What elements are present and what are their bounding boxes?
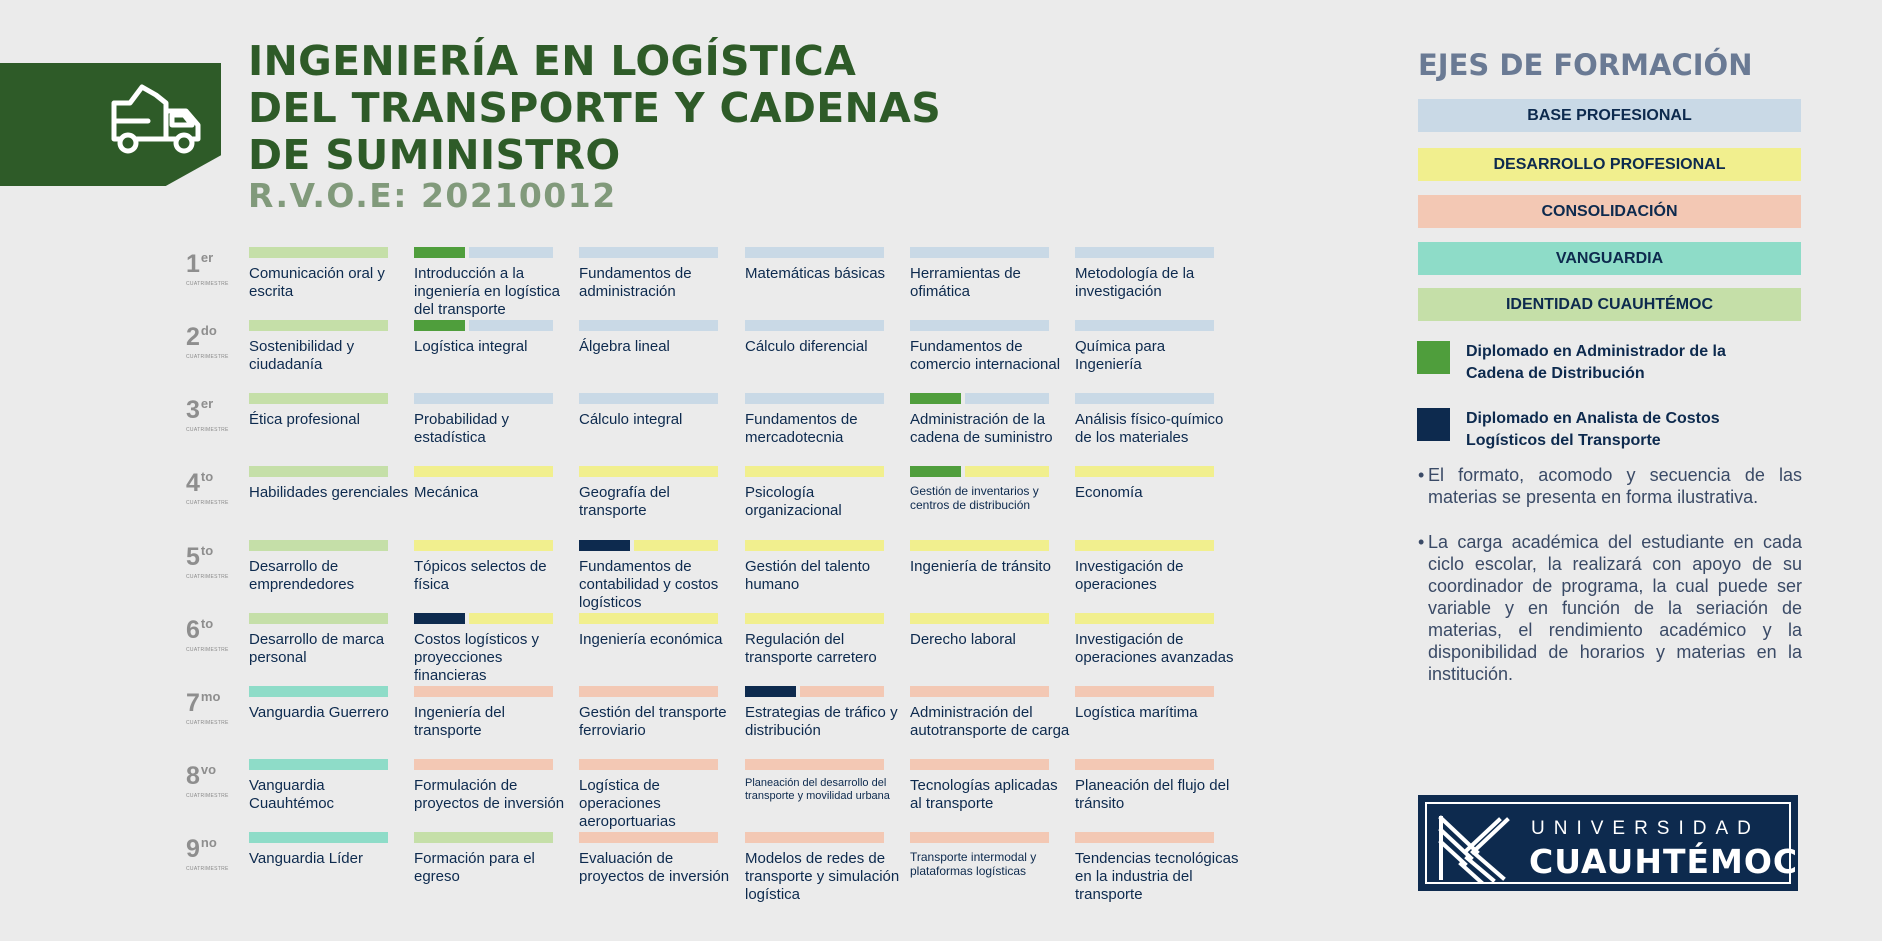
course-name: Ética profesional: [249, 411, 360, 428]
cycle-ordinal-suffix: mo: [200, 689, 221, 704]
course-axis-bar: [579, 613, 718, 624]
course-axis-segment: [800, 686, 884, 697]
course-axis-segment: [910, 540, 1049, 551]
course-axis-bar: [579, 686, 718, 697]
course-axis-segment: [910, 320, 1049, 331]
course-name: Logística marítima: [1075, 704, 1198, 721]
course-axis-segment: [745, 613, 884, 624]
legend-axis-base: BASE PROFESIONAL: [1418, 99, 1801, 132]
rvoe-code: R.V.O.E: 20210012: [248, 176, 617, 215]
course-name: Administración del autotransporte de carga: [910, 704, 1070, 739]
course-axis-segment: [910, 613, 1049, 624]
course-item: [414, 759, 574, 813]
course-axis-segment: [579, 832, 718, 843]
course-axis-bar: [1075, 466, 1214, 477]
course-item: [579, 686, 739, 740]
course-axis-bar: [414, 320, 553, 331]
course-axis-bar: [910, 393, 1049, 404]
course-item: [1075, 466, 1235, 502]
note-academic-load: [1418, 531, 1802, 685]
course-name: Desarrollo de emprendedores: [249, 558, 355, 593]
cycle-label: [186, 464, 236, 506]
course-name: Administración de la cadena de suministro: [910, 411, 1053, 446]
course-item: [414, 686, 574, 740]
course-axis-bar: [579, 540, 718, 551]
cycle-ordinal-suffix: no: [200, 835, 217, 850]
course-axis-segment: [414, 540, 553, 551]
course-axis-bar: [414, 393, 553, 404]
course-axis-segment: [414, 466, 553, 477]
course-item: [745, 759, 905, 803]
course-item: [1075, 247, 1235, 301]
course-axis-bar: [910, 540, 1049, 551]
course-item: [249, 247, 409, 301]
course-axis-segment: [579, 686, 718, 697]
course-name: Análisis físico-químico de los materiales: [1075, 411, 1224, 446]
course-item: [910, 686, 1070, 740]
course-axis-bar: [579, 759, 718, 770]
course-axis-bar: [1075, 759, 1214, 770]
legend-diploma-admin: [1417, 341, 1766, 385]
course-name: Metodología de la investigación: [1075, 265, 1195, 300]
course-name: Estrategias de tráfico y distribución: [745, 704, 898, 739]
cycle-ordinal-suffix: to: [200, 616, 214, 631]
course-diploma-marker: [910, 393, 961, 404]
cycle-number: [186, 318, 236, 350]
course-name: Evaluación de proyectos de inversión: [579, 850, 730, 885]
course-axis-bar: [745, 686, 884, 697]
course-item: [910, 613, 1070, 649]
course-axis-segment: [1075, 613, 1214, 624]
course-name: Introducción a la ingeniería en logística del transporte: [414, 265, 560, 318]
course-name: Logística integral: [414, 338, 528, 355]
note-text: La carga académica del estudiante en cada ciclo escolar, la realizará con apoyo de su coordinador de programa, la cual puede ser variable y en función de la seriación de materias, el rendimiento académico y la disponibilidad de horarios y materias en la institución.: [1428, 532, 1802, 684]
course-axis-bar: [414, 613, 553, 624]
cycle-unit: CUATRIMESTRE: [186, 500, 229, 506]
course-name: Habilidades gerenciales: [249, 484, 409, 501]
course-axis-bar: [910, 466, 1049, 477]
cycle-number: [186, 245, 236, 277]
logo-frame: [1425, 802, 1799, 884]
course-item: [414, 613, 574, 685]
course-item: [910, 466, 1070, 512]
legend-axis-consolidacion: CONSOLIDACIÓN: [1418, 195, 1801, 228]
course-name: Planeación del flujo del tránsito: [1075, 777, 1230, 812]
course-axis-segment: [469, 613, 553, 624]
cycle-number-value: 8: [186, 762, 200, 790]
course-item: [579, 393, 739, 429]
legend-axis-vanguardia: VANGUARDIA: [1418, 242, 1801, 275]
note-text: El formato, acomodo y secuencia de las materias se presenta en forma ilustrativa.: [1428, 465, 1802, 507]
course-item: [414, 247, 574, 319]
cycle-number-value: 5: [186, 543, 200, 571]
diploma-admin-label: Diplomado en Administrador de la Cadena de Distribución: [1466, 343, 1726, 382]
course-axis-segment: [579, 759, 718, 770]
cycle-unit: CUATRIMESTRE: [186, 354, 229, 360]
course-name: Gestión de inventarios y centros de distribución: [910, 484, 1039, 512]
course-name: Investigación de operaciones: [1075, 558, 1184, 593]
course-item: [1075, 540, 1235, 594]
course-axis-bar: [1075, 540, 1214, 551]
course-name: Fundamentos de contabilidad y costos logísticos: [579, 558, 719, 611]
delivery-truck-icon: [108, 81, 204, 159]
course-axis-segment: [910, 832, 1049, 843]
course-name: Ingeniería de tránsito: [910, 558, 1051, 575]
course-item: [745, 686, 905, 740]
course-diploma-marker: [910, 466, 961, 477]
course-axis-segment: [249, 613, 388, 624]
bullet-icon: •: [1418, 465, 1425, 485]
course-axis-segment: [745, 320, 884, 331]
course-diploma-marker: [414, 247, 465, 258]
cycle-ordinal-suffix: er: [200, 250, 214, 265]
course-name: Formulación de proyectos de inversión: [414, 777, 565, 812]
course-axis-bar: [414, 759, 553, 770]
course-axis-segment: [745, 759, 884, 770]
course-name: Modelos de redes de transporte y simulación logística: [745, 850, 900, 903]
course-axis-bar: [1075, 613, 1214, 624]
course-axis-bar: [745, 320, 884, 331]
course-item: [1075, 759, 1235, 813]
course-axis-bar: [414, 247, 553, 258]
cycle-label: [186, 318, 236, 360]
course-axis-bar: [745, 613, 884, 624]
course-axis-segment: [249, 540, 388, 551]
course-item: [910, 759, 1070, 813]
cycle-label: [186, 538, 236, 580]
legend-axis-desarrollo: DESARROLLO PROFESIONAL: [1418, 148, 1801, 181]
cycle-label: [186, 245, 236, 287]
course-axis-bar: [745, 393, 884, 404]
bullet-icon: •: [1418, 532, 1425, 552]
course-name: Cálculo integral: [579, 411, 683, 428]
course-axis-bar: [910, 686, 1049, 697]
course-item: [1075, 320, 1235, 374]
course-axis-segment: [249, 759, 388, 770]
cycle-number-value: 4: [186, 469, 200, 497]
course-item: [745, 247, 905, 283]
course-name: Vanguardia Líder: [249, 850, 363, 867]
program-title: [248, 38, 941, 179]
course-item: [745, 393, 905, 447]
course-axis-bar: [745, 466, 884, 477]
cycle-label: [186, 391, 236, 433]
course-item: [910, 540, 1070, 576]
course-axis-segment: [579, 320, 718, 331]
course-axis-bar: [579, 832, 718, 843]
course-item: [249, 759, 409, 813]
course-name: Ingeniería económica: [579, 631, 723, 648]
university-emblem-icon: [1437, 812, 1512, 884]
course-name: Cálculo diferencial: [745, 338, 868, 355]
course-axis-segment: [249, 393, 388, 404]
course-axis-segment: [249, 320, 388, 331]
course-name: Gestión del transporte ferroviario: [579, 704, 727, 739]
course-axis-bar: [745, 832, 884, 843]
cycle-label: [186, 611, 236, 653]
course-name: Sostenibilidad y ciudadanía: [249, 338, 355, 373]
course-item: [745, 320, 905, 356]
logo-word-cuauhtemoc: CUAUHTÉMOC: [1529, 842, 1799, 881]
course-axis-segment: [1075, 320, 1214, 331]
course-axis-bar: [1075, 320, 1214, 331]
note-format: [1418, 464, 1802, 508]
cycle-label: [186, 757, 236, 799]
course-name: Comunicación oral y escrita: [249, 265, 385, 300]
cycle-number-value: 9: [186, 835, 200, 863]
course-axis-segment: [1075, 247, 1214, 258]
course-name: Logística de operaciones aeroportuarias: [579, 777, 676, 830]
course-axis-bar: [414, 540, 553, 551]
course-axis-segment: [469, 247, 553, 258]
cycle-number: [186, 757, 236, 789]
course-axis-segment: [249, 832, 388, 843]
course-axis-segment: [745, 466, 884, 477]
course-axis-segment: [1075, 686, 1214, 697]
course-item: [745, 540, 905, 594]
course-axis-segment: [1075, 466, 1214, 477]
course-item: [579, 832, 739, 886]
diploma-admin-swatch: [1417, 341, 1450, 374]
course-item: [1075, 393, 1235, 447]
cycle-ordinal-suffix: do: [200, 323, 217, 338]
cycle-number: [186, 684, 236, 716]
course-name: Ingeniería del transporte: [414, 704, 505, 739]
course-item: [414, 466, 574, 502]
course-axis-segment: [910, 247, 1049, 258]
course-axis-bar: [910, 759, 1049, 770]
course-name: Matemáticas básicas: [745, 265, 886, 282]
course-item: [414, 540, 574, 594]
course-axis-bar: [579, 320, 718, 331]
course-name: Formación para el egreso: [414, 850, 535, 885]
course-name: Fundamentos de administración: [579, 265, 692, 300]
course-axis-bar: [249, 466, 388, 477]
course-axis-segment: [745, 393, 884, 404]
course-axis-segment: [414, 686, 553, 697]
course-item: [579, 247, 739, 301]
course-item: [579, 613, 739, 649]
course-axis-bar: [249, 613, 388, 624]
course-item: [249, 393, 409, 429]
course-name: Tópicos selectos de física: [414, 558, 547, 593]
program-title-line: DEL TRANSPORTE Y CADENAS: [248, 84, 942, 132]
course-axis-segment: [249, 466, 388, 477]
legend-axis-identidad: IDENTIDAD CUAUHTÉMOC: [1418, 288, 1801, 321]
course-axis-bar: [910, 832, 1049, 843]
course-axis-bar: [249, 832, 388, 843]
course-name: Química para Ingeniería: [1075, 338, 1166, 373]
course-axis-bar: [745, 540, 884, 551]
course-item: [910, 320, 1070, 374]
course-axis-segment: [745, 247, 884, 258]
course-axis-bar: [1075, 832, 1214, 843]
course-axis-bar: [910, 613, 1049, 624]
logo-word-universidad: UNIVERSIDAD: [1531, 818, 1760, 839]
course-item: [910, 832, 1070, 878]
course-axis-bar: [1075, 247, 1214, 258]
course-axis-segment: [1075, 393, 1214, 404]
course-name: Psicología organizacional: [745, 484, 842, 519]
course-diploma-marker: [745, 686, 796, 697]
course-axis-segment: [1075, 540, 1214, 551]
course-name: Investigación de operaciones avanzadas: [1075, 631, 1234, 666]
course-name: Geografía del transporte: [579, 484, 670, 519]
course-name: Tecnologías aplicadas al transporte: [910, 777, 1058, 812]
cycle-unit: CUATRIMESTRE: [186, 793, 229, 799]
cycle-number-value: 6: [186, 616, 200, 644]
cycle-unit: CUATRIMESTRE: [186, 647, 229, 653]
course-item: [1075, 686, 1235, 722]
course-name: Álgebra lineal: [579, 338, 670, 355]
course-item: [579, 320, 739, 356]
course-axis-bar: [414, 686, 553, 697]
course-item: [579, 759, 739, 831]
cycle-number-value: 1: [186, 250, 200, 278]
course-item: [745, 613, 905, 667]
course-name: Herramientas de ofimática: [910, 265, 1021, 300]
course-axis-bar: [579, 466, 718, 477]
course-name: Vanguardia Cuauhtémoc: [249, 777, 335, 812]
course-axis-bar: [745, 759, 884, 770]
course-item: [1075, 613, 1235, 667]
diploma-costos-swatch: [1417, 408, 1450, 441]
cycle-unit: CUATRIMESTRE: [186, 866, 229, 872]
course-axis-bar: [1075, 393, 1214, 404]
cycle-label: [186, 684, 236, 726]
program-title-line: DE SUMINISTRO: [248, 131, 621, 179]
course-axis-segment: [745, 540, 884, 551]
cycle-number: [186, 830, 236, 862]
course-item: [249, 540, 409, 594]
course-name: Mecánica: [414, 484, 479, 501]
course-axis-segment: [745, 832, 884, 843]
course-axis-bar: [1075, 686, 1214, 697]
course-item: [249, 686, 409, 722]
course-axis-bar: [249, 393, 388, 404]
course-axis-bar: [249, 540, 388, 551]
course-axis-segment: [469, 320, 553, 331]
course-item: [745, 832, 905, 904]
course-name: Economía: [1075, 484, 1143, 501]
course-name: Transporte intermodal y plataformas logísticas: [910, 850, 1037, 878]
course-item: [1075, 832, 1255, 904]
course-axis-segment: [965, 466, 1049, 477]
university-logo: [1418, 795, 1798, 891]
course-name: Tendencias tecnológicas en la industria del transporte: [1075, 850, 1239, 903]
cycle-number-value: 3: [186, 396, 200, 424]
course-axis-bar: [414, 466, 553, 477]
course-name: Probabilidad y estadística: [414, 411, 510, 446]
cycle-number-value: 2: [186, 323, 200, 351]
course-axis-segment: [1075, 832, 1214, 843]
cycle-unit: CUATRIMESTRE: [186, 281, 229, 287]
course-axis-segment: [910, 686, 1049, 697]
course-name: Desarrollo de marca personal: [249, 631, 385, 666]
course-diploma-marker: [414, 613, 465, 624]
course-axis-segment: [414, 393, 553, 404]
cycle-ordinal-suffix: to: [200, 469, 214, 484]
course-axis-bar: [579, 393, 718, 404]
course-axis-bar: [579, 247, 718, 258]
cycle-number: [186, 538, 236, 570]
course-name: Derecho laboral: [910, 631, 1016, 648]
cycle-ordinal-suffix: er: [200, 396, 214, 411]
course-axis-bar: [910, 247, 1049, 258]
course-item: [579, 466, 739, 520]
course-axis-segment: [579, 613, 718, 624]
course-axis-segment: [910, 759, 1049, 770]
course-diploma-marker: [414, 320, 465, 331]
diploma-costos-label: Diplomado en Analista de Costos Logísticos del Transporte: [1466, 410, 1720, 449]
cycle-unit: CUATRIMESTRE: [186, 720, 229, 726]
course-item: [414, 832, 574, 886]
course-axis-segment: [1075, 759, 1214, 770]
course-axis-segment: [414, 832, 553, 843]
cycle-number: [186, 611, 236, 643]
cycle-number: [186, 391, 236, 423]
course-axis-segment: [579, 466, 718, 477]
course-diploma-marker: [579, 540, 630, 551]
course-item: [414, 393, 574, 447]
course-axis-bar: [745, 247, 884, 258]
course-item: [249, 613, 409, 667]
course-item: [249, 466, 409, 502]
course-axis-segment: [249, 686, 388, 697]
program-title-line: INGENIERÍA EN LOGÍSTICA: [248, 37, 857, 85]
cycle-ordinal-suffix: to: [200, 543, 214, 558]
course-axis-bar: [249, 320, 388, 331]
course-name: Gestión del talento humano: [745, 558, 871, 593]
course-axis-segment: [249, 247, 388, 258]
cycle-label: [186, 830, 236, 872]
course-axis-bar: [249, 759, 388, 770]
course-item: [910, 247, 1070, 301]
course-name: Vanguardia Guerrero: [249, 704, 389, 721]
course-axis-bar: [910, 320, 1049, 331]
cycle-ordinal-suffix: vo: [200, 762, 217, 777]
course-axis-bar: [414, 832, 553, 843]
course-axis-segment: [965, 393, 1049, 404]
course-axis-segment: [634, 540, 718, 551]
legend-diploma-costos: [1417, 408, 1766, 452]
cycle-unit: CUATRIMESTRE: [186, 427, 229, 433]
cycle-unit: CUATRIMESTRE: [186, 574, 229, 580]
course-item: [745, 466, 905, 520]
course-item: [249, 832, 409, 868]
course-axis-segment: [579, 247, 718, 258]
course-axis-segment: [414, 759, 553, 770]
legend-title: EJES DE FORMACIÓN: [1418, 48, 1753, 82]
course-name: Regulación del transporte carretero: [745, 631, 877, 666]
course-name: Costos logísticos y proyecciones financieras: [414, 631, 540, 684]
course-item: [249, 320, 409, 374]
course-item: [579, 540, 739, 612]
course-name: Fundamentos de mercadotecnia: [745, 411, 858, 446]
course-axis-bar: [249, 247, 388, 258]
course-item: [414, 320, 574, 356]
course-item: [910, 393, 1070, 447]
cycle-number-value: 7: [186, 689, 200, 717]
course-name: Planeación del desarrollo del transporte y movilidad urbana: [745, 777, 890, 802]
cycle-number: [186, 464, 236, 496]
course-name: Fundamentos de comercio internacional: [910, 338, 1061, 373]
course-axis-bar: [249, 686, 388, 697]
course-axis-segment: [579, 393, 718, 404]
